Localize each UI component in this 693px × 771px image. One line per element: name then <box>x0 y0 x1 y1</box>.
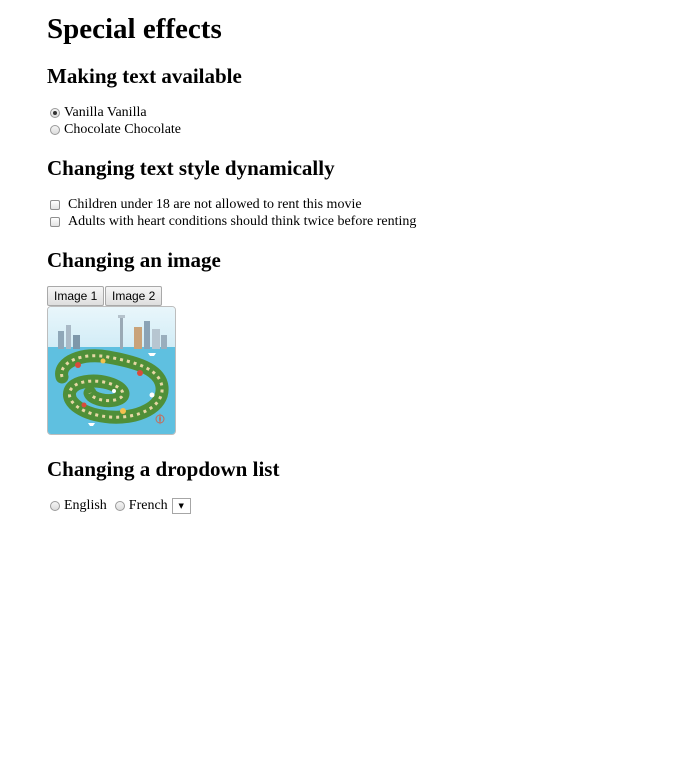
radio-button-english[interactable] <box>50 501 60 511</box>
radio-button[interactable] <box>50 108 60 118</box>
language-select[interactable] <box>172 498 191 514</box>
island-city-illustration-icon <box>48 307 175 434</box>
page-title: Special effects <box>47 13 222 45</box>
checkbox[interactable] <box>50 200 60 210</box>
checkbox-label: Children under 18 are not allowed to rent this movie <box>68 197 362 212</box>
radio-label-french: French <box>128 498 168 513</box>
radio-option-vanilla[interactable] <box>50 104 147 121</box>
radio-label: Vanilla Vanilla <box>64 105 147 120</box>
island-city-image <box>47 306 176 435</box>
image-1-button[interactable]: Image 1 <box>47 286 104 306</box>
section-heading-dropdown: Changing a dropdown list <box>47 457 280 481</box>
checkbox-option-adults[interactable] <box>50 213 416 230</box>
section-heading-text-available: Making text available <box>47 64 242 88</box>
checkbox-label: Adults with heart conditions should think twice before renting <box>68 214 417 229</box>
checkbox[interactable] <box>50 217 60 227</box>
section-heading-text-style: Changing text style dynamically <box>47 156 335 180</box>
radio-button[interactable] <box>50 125 60 135</box>
radio-label: Chocolate Chocolate <box>64 122 182 137</box>
radio-option-chocolate[interactable] <box>50 121 181 138</box>
language-controls <box>50 497 191 514</box>
section-heading-image: Changing an image <box>47 248 221 272</box>
chevron-down-icon: ▼ <box>178 501 184 510</box>
radio-button-french[interactable] <box>115 501 125 511</box>
checkbox-option-children[interactable] <box>50 196 362 213</box>
image-2-button[interactable]: Image 2 <box>105 286 162 306</box>
radio-label-english: English <box>64 498 107 513</box>
